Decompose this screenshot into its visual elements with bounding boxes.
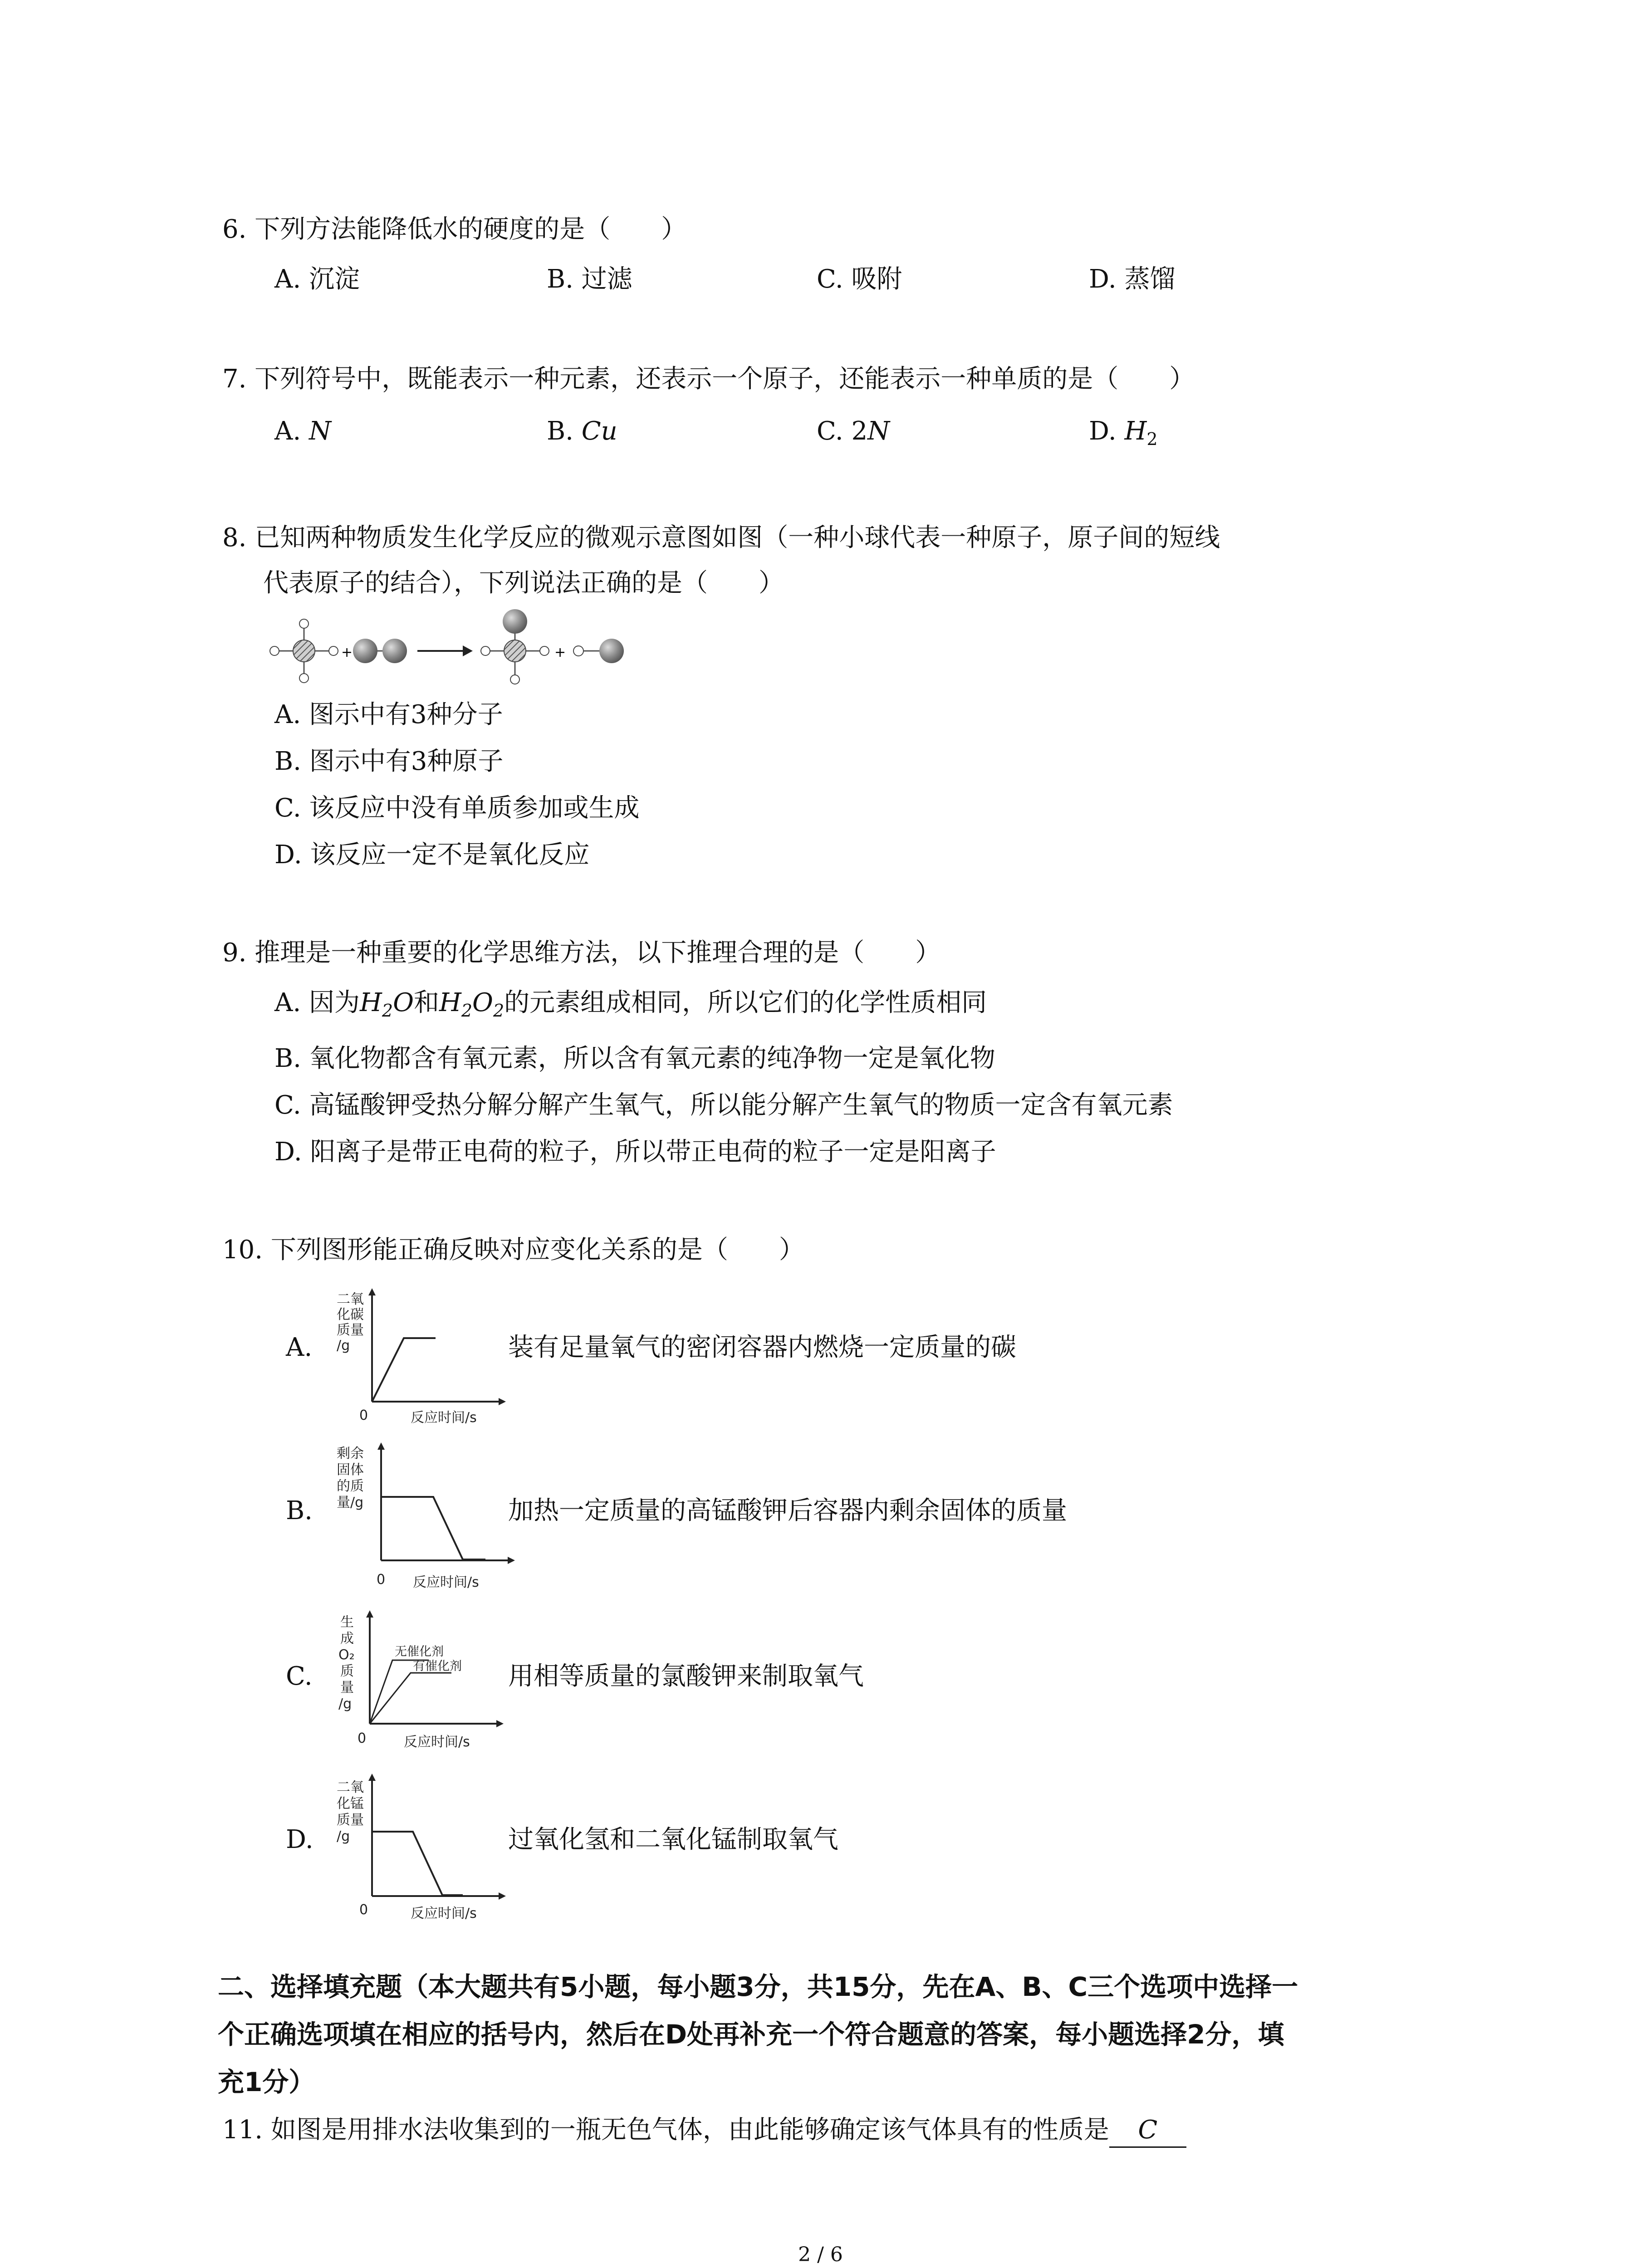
graph-d-xlabel: 反应时间/s: [411, 1906, 477, 1921]
graph-a-origin: 0: [359, 1408, 368, 1423]
q8-option-d: D. 该反应一定不是氧化反应: [274, 840, 590, 870]
q10-option-b-label: B.: [286, 1496, 313, 1525]
q10-option-d-label: D.: [286, 1825, 314, 1854]
section2-heading-line1: 二、选择填充题（本大题共有5小题，每小题3分，共15分，先在A、B、C三个选项中选择一: [218, 1971, 1298, 2002]
q8-plus-1: +: [341, 645, 353, 660]
q9-option-b: B. 氧化物都含有氧元素，所以含有氧元素的纯净物一定是氧化物: [274, 1044, 995, 1073]
q8-option-c: C. 该反应中没有单质参加或生成: [274, 793, 640, 823]
q9-stem: 9. 推理是一种重要的化学思维方法，以下推理合理的是（ ）: [222, 938, 941, 968]
graph-d-origin: 0: [359, 1902, 368, 1918]
q6-option-a: A. 沉淀: [274, 264, 360, 294]
graph-c-curve-2-label: 有催化剂: [413, 1659, 462, 1673]
graph-a-xlabel: 反应时间/s: [411, 1410, 477, 1426]
graph-c-xlabel: 反应时间/s: [404, 1734, 470, 1750]
q8-reactant-molecule-1: [270, 619, 338, 683]
q10-option-b-text: 加热一定质量的高锰酸钾后容器内剩余固体的质量: [508, 1496, 1067, 1525]
q7-option-c: C. 2N: [817, 416, 890, 446]
graph-b-xlabel: 反应时间/s: [413, 1574, 479, 1590]
graph-c-ylabel-6: /g: [338, 1696, 352, 1712]
q10-graph-b: [331, 1442, 522, 1597]
q8-product-molecule-1: [481, 609, 549, 684]
q11-answer-blank: C: [1109, 2114, 1186, 2148]
graph-a-ylabel-3: 质量: [337, 1322, 364, 1338]
q10-stem: 10. 下列图形能正确反映对应变化关系的是（ ）: [222, 1235, 804, 1265]
q8-stem-line1: 8. 已知两种物质发生化学反应的微观示意图如图（一种小球代表一种原子，原子间的短线: [222, 523, 1220, 552]
graph-b-ylabel-3: 的质: [337, 1478, 364, 1494]
q8-option-b: B. 图示中有3种原子: [274, 747, 504, 776]
graph-a-ylabel-2: 化碳: [337, 1307, 364, 1323]
section2-heading-line2: 个正确选项填在相应的括号内，然后在D处再补充一个符合题意的答案，每小题选择2分，填: [218, 2019, 1284, 2050]
graph-c-ylabel-1: 生: [340, 1614, 354, 1630]
q10-option-c-label: C.: [286, 1662, 313, 1691]
q8-reaction-diagram: [263, 608, 671, 689]
q7-stem: 7. 下列符号中，既能表示一种元素，还表示一个原子，还能表示一种单质的是（ ）: [222, 364, 1195, 394]
section2-heading-line3: 充1分）: [218, 2067, 315, 2097]
q10-graph-c: [331, 1610, 513, 1765]
graph-c-ylabel-3: O₂: [338, 1647, 355, 1663]
graph-d-ylabel-1: 二氧: [337, 1779, 364, 1795]
graph-c-ylabel-5: 量: [340, 1680, 354, 1696]
q8-option-a: A. 图示中有3种分子: [274, 700, 503, 729]
graph-b-ylabel-2: 固体: [337, 1462, 364, 1478]
graph-a-ylabel-1: 二氧: [337, 1291, 364, 1307]
graph-c-ylabel-2: 成: [340, 1631, 354, 1647]
page-number: 2 / 6: [798, 2243, 843, 2266]
graph-c-ylabel-4: 质: [340, 1663, 354, 1679]
q6-option-b: B. 过滤: [547, 264, 632, 294]
graph-a-ylabel-4: /g: [337, 1338, 350, 1354]
graph-c-origin: 0: [358, 1730, 367, 1746]
q10-graph-d: [331, 1774, 513, 1923]
q8-plus-2: +: [554, 645, 566, 660]
graph-b-ylabel-4: 量/g: [337, 1495, 364, 1510]
q9-option-a: A. 因为$H_2O$和$H_2O_2$的元素组成相同，所以它们的化学性质相同: [274, 988, 987, 1021]
graph-b-origin: 0: [377, 1572, 386, 1588]
q7-option-a: A. N: [274, 416, 332, 446]
q11-stem: 11. 如图是用排水法收集到的一瓶无色气体，由此能够确定该气体具有的性质是 C: [222, 2114, 1186, 2148]
q6-option-d: D. 蒸馏: [1089, 264, 1176, 294]
q8-product-molecule-2: [573, 639, 624, 663]
graph-b-ylabel-1: 剩余: [337, 1446, 364, 1461]
q10-option-c-text: 用相等质量的氯酸钾来制取氧气: [508, 1662, 864, 1691]
q6-stem: 6. 下列方法能降低水的硬度的是（ ）: [222, 215, 687, 244]
q7-option-b: B. Cu: [547, 416, 617, 446]
graph-d-ylabel-2: 化锰: [337, 1796, 364, 1812]
q10-option-d-text: 过氧化氢和二氧化锰制取氧气: [508, 1825, 838, 1854]
q6-option-c: C. 吸附: [817, 264, 902, 294]
q8-reactant-molecule-2: [353, 639, 407, 663]
q10-option-a-text: 装有足量氧气的密闭容器内燃烧一定质量的碳: [508, 1333, 1016, 1362]
q10-option-a-label: A.: [286, 1333, 313, 1362]
graph-d-ylabel-4: /g: [337, 1828, 350, 1844]
q9-option-c: C. 高锰酸钾受热分解分解产生氧气，所以能分解产生氧气的物质一定含有氧元素: [274, 1090, 1173, 1120]
graph-c-curve-1-label: 无催化剂: [395, 1645, 444, 1659]
q7-option-d: D. $H_2$: [1089, 416, 1158, 449]
q8-stem-line2: 代表原子的结合），下列说法正确的是（ ）: [263, 568, 784, 598]
q9-option-d: D. 阳离子是带正电荷的粒子，所以带正电荷的粒子一定是阳离子: [274, 1137, 996, 1167]
graph-d-ylabel-3: 质量: [337, 1812, 364, 1828]
q8-arrow-icon: [417, 645, 473, 656]
q10-graph-a: [331, 1288, 513, 1429]
